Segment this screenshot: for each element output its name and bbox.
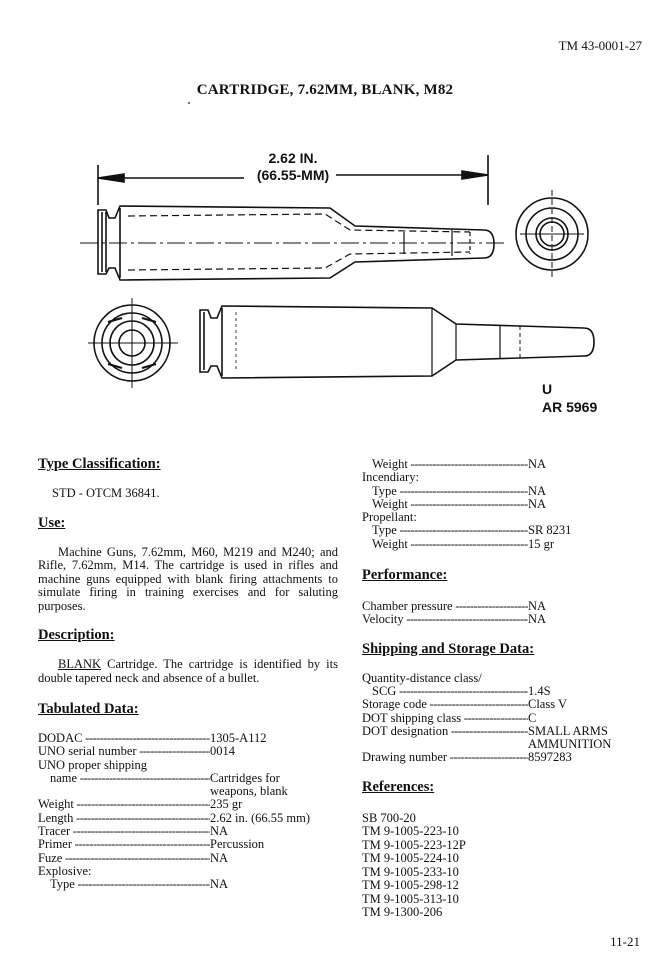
table-row — [362, 485, 642, 498]
row-value: 15 gr — [528, 536, 555, 551]
table-row — [362, 600, 642, 613]
row-label: Weight ----- — [372, 458, 528, 471]
page-title: CARTRIDGE, 7.62MM, BLANK, M82 — [196, 82, 454, 98]
row-value: Percussion — [210, 837, 265, 852]
table-row — [362, 613, 642, 626]
list-item: TM 9-1005-224-10 — [362, 851, 459, 866]
type-classification-heading: Type Classification: — [38, 456, 161, 472]
shipping-storage-heading: Shipping and Storage Data: — [362, 640, 535, 657]
list-item: TM 9-1300-206 — [362, 905, 443, 920]
table-row — [362, 672, 642, 685]
list-item: TM 9-1005-223-10 — [362, 824, 459, 839]
list-item: TM 9-1005-233-10 — [362, 864, 459, 879]
row-value: 8597283 — [528, 750, 572, 765]
table-row — [362, 685, 642, 698]
row-value: Class V — [528, 697, 568, 712]
table-row — [362, 458, 642, 471]
row-value: NA — [528, 612, 547, 627]
table-row — [362, 725, 642, 752]
cartridge-end-view-left — [88, 298, 178, 388]
table-row — [362, 712, 642, 725]
table-row — [38, 732, 338, 745]
use-text: Machine Guns, 7.62mm, M60, M219 and M240; and Rifle, 7.62mm, M14. The cartridge is used in rifles and machine guns equipped with blank firing attachments to simulate firing in training exercises and for saluting purposes. — [38, 544, 338, 613]
row-label: DOT shipping class ----- — [362, 712, 528, 725]
left-column — [38, 456, 338, 892]
description-lead: BLANK — [58, 657, 102, 671]
dimension-mm: (66.55-MM) — [256, 167, 330, 183]
cartridge-drawing — [0, 0, 650, 440]
row-label: UNO proper shipping — [38, 757, 148, 772]
explosive-continued-table — [362, 458, 642, 551]
table-row — [362, 524, 642, 537]
cartridge-side-view — [80, 206, 505, 280]
table-row — [38, 798, 338, 811]
row-value: 235 gr — [210, 797, 243, 812]
row-label: Fuze ----- — [38, 852, 210, 865]
row-label: Chamber pressure ----- — [362, 600, 528, 613]
table-row — [38, 812, 338, 825]
cartridge-exterior-view — [200, 306, 594, 378]
right-column — [362, 458, 642, 920]
table-row — [362, 751, 642, 764]
table-row — [38, 745, 338, 758]
row-label: Drawing number ----- — [362, 751, 528, 764]
description-text — [38, 658, 338, 685]
row-label: Tracer ----- — [38, 825, 210, 838]
table-row — [38, 838, 338, 851]
row-value: SR 8231 — [528, 523, 572, 538]
table-row — [362, 511, 642, 524]
type-classification-text: STD - OTCM 36841. — [52, 486, 160, 500]
row-label: Primer ----- — [38, 838, 210, 851]
row-value: NA — [210, 850, 229, 865]
references-heading: References: — [362, 778, 435, 795]
performance-table — [362, 600, 642, 627]
table-row — [38, 878, 338, 891]
row-value: C — [528, 710, 537, 725]
page-number: 11-21 — [610, 934, 640, 949]
description-heading: Description: — [38, 627, 115, 643]
table-row — [362, 538, 642, 551]
row-label: Type ----- — [372, 485, 528, 498]
row-label: Propellant: — [362, 510, 417, 525]
row-value: Cartridges for weapons, blank — [210, 770, 288, 799]
row-value: NA — [210, 877, 229, 892]
list-item: TM 9-1005-223-12P — [362, 837, 466, 852]
tabulated-data-heading: Tabulated Data: — [38, 701, 139, 717]
row-label: Weight ----- — [38, 798, 210, 811]
row-value: NA — [528, 457, 547, 471]
row-label: DOT designation ----- — [362, 725, 528, 752]
row-label: Quantity-distance class/ — [362, 670, 482, 685]
row-value: SMALL ARMS AMMUNITION — [528, 723, 612, 752]
document-number: TM 43-0001-27 — [558, 38, 642, 53]
row-label: SCG ----- — [372, 685, 528, 698]
list-item: SB 700-20 — [362, 810, 416, 825]
row-label: Type ----- — [372, 524, 528, 537]
shipping-storage-table — [362, 672, 642, 765]
table-row — [362, 698, 642, 711]
classification-mark: U — [542, 381, 553, 397]
row-label: Weight ----- — [372, 538, 528, 551]
performance-heading: Performance: — [362, 567, 448, 584]
table-row — [38, 825, 338, 838]
figure-identifier — [542, 380, 597, 416]
figure-number: AR 5969 — [542, 399, 598, 415]
table-row — [38, 865, 338, 878]
row-label: Velocity ----- — [362, 613, 528, 626]
row-value: NA — [210, 824, 229, 839]
row-label: Explosive: — [38, 863, 92, 878]
description-body: Cartridge. The cartridge is identified by its double tapered neck and absence of a bullet. — [38, 657, 338, 685]
row-label: name ----- — [50, 772, 210, 799]
row-value: 1.4S — [528, 683, 551, 698]
row-value: 1305-A112 — [210, 731, 267, 745]
table-row — [38, 852, 338, 865]
row-value: 2.62 in. (66.55 mm) — [210, 810, 310, 825]
cartridge-end-view-right — [516, 190, 588, 278]
table-row — [362, 498, 642, 511]
list-item: TM 9-1005-298-12 — [362, 878, 459, 893]
row-label: Length ----- — [38, 812, 210, 825]
table-row — [38, 772, 338, 799]
row-label: DODAC ----- — [38, 732, 210, 745]
dimension-label — [238, 150, 348, 184]
use-heading: Use: — [38, 514, 66, 531]
row-value: NA — [528, 483, 547, 498]
row-label: UNO serial number ----- — [38, 745, 210, 758]
references-list — [362, 812, 642, 920]
dimension-inches: 2.62 IN. — [268, 150, 318, 166]
tabulated-data-table — [38, 732, 338, 892]
row-label: Type ----- — [50, 878, 210, 891]
row-value: 0014 — [210, 744, 235, 759]
row-label: Weight ----- — [372, 498, 528, 511]
table-row — [38, 759, 338, 772]
row-value: NA — [528, 496, 547, 511]
row-value: NA — [528, 599, 547, 614]
row-label: Incendiary: — [362, 470, 419, 485]
row-label: Storage code ----- — [362, 698, 528, 711]
table-row — [362, 471, 642, 484]
list-item: TM 9-1005-313-10 — [362, 891, 459, 906]
